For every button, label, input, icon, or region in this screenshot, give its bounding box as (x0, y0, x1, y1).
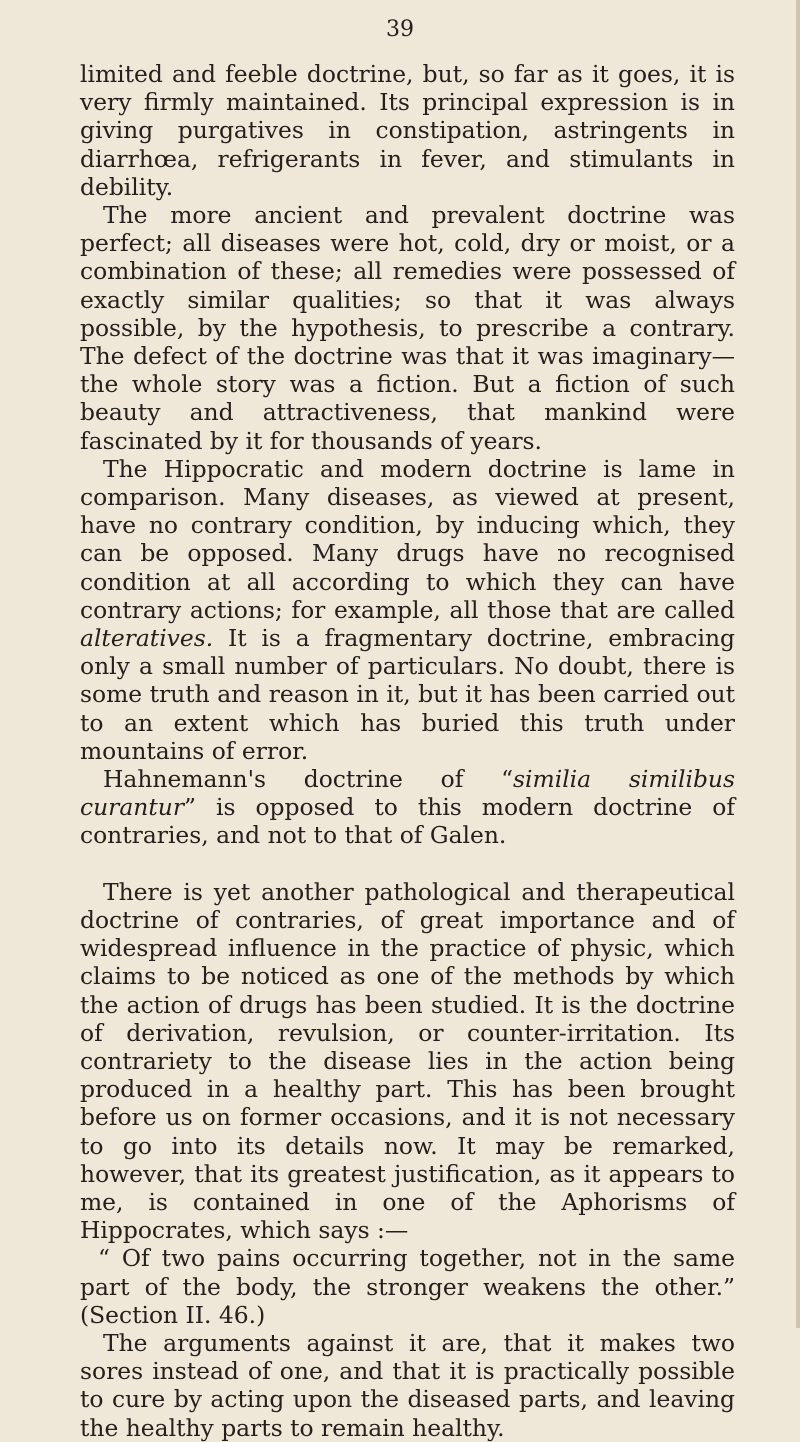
paragraph-hahnemann-doctrine (80, 765, 735, 850)
paragraph-hippocratic-doctrine (80, 455, 735, 765)
italic-term-alteratives: alteratives. (80, 624, 214, 653)
paragraph-text: The Hippocratic and modern doctrine is lame in comparison. Many diseases, as viewed at present, have no contrary condition, by inducing which, they can be opposed. Many drugs have no recognised condition at all according to which they can have contrary actions; for example, all those that are called (80, 454, 735, 624)
paragraph-text: Hahnemann's doctrine of “ (103, 765, 514, 794)
page-edge-shadow (796, 0, 800, 1328)
paragraph-derivation-doctrine: There is yet another pathological and therapeutical doctrine of contraries, of great importance and of widespread influence in the practice of physic, which claims to be noticed as one of the methods by which the action of drugs has been studied. It is the doctrine of derivation, revulsion, or counter-irritation. Its contrariety to the disease lies in the action being produced in a healthy part. This has been brought before us on former occasions, and it is not necessary to go into its details now. It may be remarked, however, that its greatest justification, as it appears to me, is contained in one of the Aphorisms of Hippocrates, which says :— (80, 877, 735, 1245)
paragraph-text: ” is opposed to this modern doctrine of contraries, and not to that of Galen. (80, 793, 735, 850)
paragraph-aphorism-quote: “ Of two pains occurring together, not in the same part of the body, the stronger weakens the other.” (Section II. 46.) (80, 1244, 735, 1329)
body-text (80, 60, 735, 1442)
page-number: 39 (386, 17, 414, 42)
paragraph-ancient-doctrine: The more ancient and prevalent doctrine was perfect; all diseases were hot, cold, dry or moist, or a combination of these; all remedies were possessed of exactly similar qualities; so that it was always possible, by the hypothesis, to prescribe a contrary. The defect of the doctrine was that it was imaginary—the whole story was a fiction. But a fiction of such beauty and attractiveness, that mankind were fascinated by it for thousands of years. (80, 201, 735, 455)
paragraph-limited-doctrine: limited and feeble doctrine, but, so far as it goes, it is very firmly maintained. Its principal expression is in giving purgatives in constipation, astringents in diarrhœa, refrigerants in fever, and stimulants in debility. (80, 60, 735, 201)
paragraph-arguments: The arguments against it are, that it makes two sores instead of one, and that it is practically possible to cure by acting upon the diseased parts, and leaving the healthy parts to remain healthy. (80, 1328, 735, 1442)
paragraph-text: It is a fragmentary doctrine, embracing only a small number of particulars. No doubt, there is some truth and reason in it, but it has been carried out to an extent which has buried this truth under mountains of error. (80, 624, 735, 765)
italic-latin-phrase: similia similibus curantur (80, 765, 735, 822)
